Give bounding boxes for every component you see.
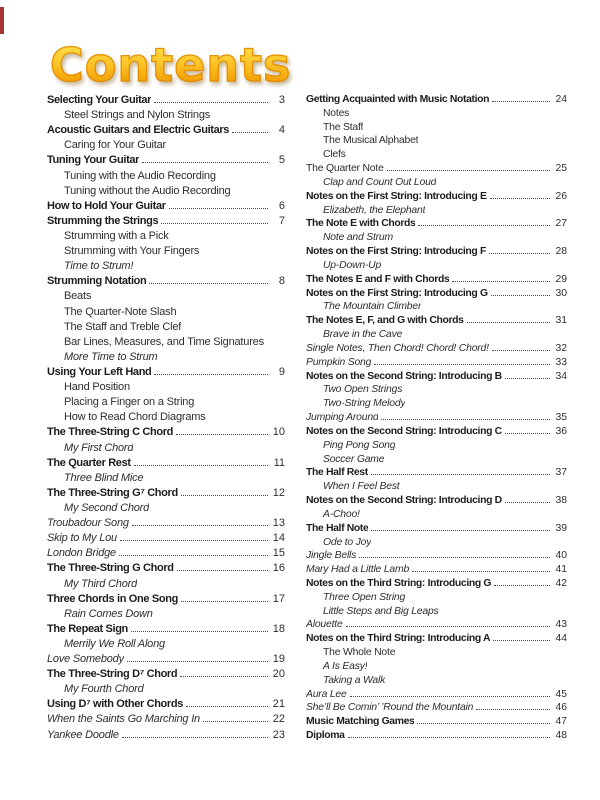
toc-entry-label: Jumping Around bbox=[306, 412, 379, 424]
toc-entry-label: Merrily We Roll Along bbox=[64, 637, 165, 650]
toc-entry-label: Notes on the Second String: Introducing C bbox=[306, 425, 502, 437]
toc-entry bbox=[306, 454, 567, 468]
toc-entry-label: Skip to My Lou bbox=[47, 532, 117, 545]
toc-dot-leader bbox=[181, 495, 268, 496]
toc-entry bbox=[306, 357, 567, 371]
toc-entry-label: The Staff bbox=[323, 121, 364, 133]
toc-entry-label: Elizabeth, the Elephant bbox=[323, 204, 426, 216]
toc-entry-label: A-Choo! bbox=[323, 508, 360, 520]
toc-dot-leader bbox=[142, 162, 268, 163]
toc-entry bbox=[306, 149, 567, 163]
toc-entry-label: Acoustic Guitars and Electric Guitars bbox=[47, 124, 230, 137]
toc-entry-page: 32 bbox=[555, 342, 567, 354]
toc-entry bbox=[306, 730, 567, 744]
toc-entry-label: Two-String Melody bbox=[323, 398, 406, 410]
toc-entry-page: 40 bbox=[555, 550, 567, 562]
toc-dot-leader bbox=[476, 709, 550, 710]
toc-dot-leader bbox=[371, 530, 550, 531]
toc-entry-label: Troubadour Song bbox=[47, 517, 129, 530]
toc-entry-label: Getting Acquainted with Music Notation bbox=[306, 94, 490, 105]
toc-entry-label: Notes on the Third String: Introducing A bbox=[306, 633, 491, 645]
toc-entry bbox=[47, 442, 285, 457]
toc-entry-label: Selecting Your Guitar bbox=[47, 94, 152, 106]
toc-entry bbox=[306, 564, 567, 578]
toc-entry bbox=[306, 315, 567, 329]
toc-entry bbox=[47, 170, 285, 185]
toc-entry bbox=[306, 592, 567, 606]
toc-entry bbox=[306, 274, 567, 288]
toc-entry bbox=[306, 606, 567, 620]
toc-entry-label: Tuning Your Guitar bbox=[47, 154, 140, 167]
toc-entry-page: 21 bbox=[272, 698, 285, 711]
toc-entry-page: 47 bbox=[555, 716, 567, 728]
toc-dot-leader bbox=[489, 253, 550, 254]
toc-entry-label: My First Chord bbox=[64, 441, 134, 454]
toc-entry-label: Strumming the Strings bbox=[47, 214, 159, 227]
toc-entry bbox=[306, 647, 567, 661]
toc-entry-label: Beats bbox=[64, 290, 92, 303]
toc-entry bbox=[47, 683, 285, 698]
toc-entry-label: Placing a Finger on a String bbox=[64, 396, 195, 409]
toc-entry-page: 35 bbox=[555, 412, 567, 424]
toc-entry-label: Jingle Bells bbox=[306, 550, 357, 562]
toc-entry-page: 14 bbox=[272, 532, 285, 545]
toc-entry-label: Steel Strings and Nylon Strings bbox=[64, 109, 211, 122]
toc-entry-label: Single Notes, Then Chord! Chord! Chord! bbox=[306, 342, 489, 354]
toc-entry bbox=[306, 288, 567, 302]
toc-entry-label: Three Chords in One Song bbox=[47, 592, 178, 605]
toc-entry bbox=[306, 495, 567, 509]
toc-entry-label: More Time to Strum bbox=[64, 350, 158, 363]
toc-entry bbox=[306, 412, 567, 426]
toc-entry-page: 18 bbox=[272, 622, 285, 635]
toc-entry-label: She’ll Be Comin’ ’Round the Mountain bbox=[306, 702, 474, 714]
toc-dot-leader bbox=[492, 350, 550, 351]
toc-entry bbox=[47, 562, 285, 577]
toc-entry-page: 42 bbox=[555, 577, 567, 589]
toc-entry bbox=[306, 619, 567, 633]
toc-entry-label: Notes on the First String: Introducing E bbox=[306, 190, 487, 202]
toc-entry-label: Notes on the First String: Introducing F bbox=[306, 246, 486, 258]
toc-entry bbox=[306, 509, 567, 523]
toc-dot-leader bbox=[122, 737, 268, 738]
toc-entry bbox=[47, 487, 285, 502]
toc-entry-page: 5 bbox=[278, 154, 285, 167]
toc-entry bbox=[306, 260, 567, 274]
toc-entry-label: Aura Lee bbox=[306, 688, 347, 700]
toc-entry bbox=[306, 232, 567, 246]
toc-dot-leader bbox=[154, 102, 268, 103]
toc-dot-leader bbox=[120, 540, 268, 541]
toc-entry bbox=[306, 108, 567, 122]
toc-entry bbox=[47, 713, 285, 728]
toc-entry-page: 38 bbox=[555, 495, 567, 507]
page-title: Contents bbox=[50, 38, 292, 92]
toc-entry-page: 45 bbox=[555, 688, 567, 700]
toc-entry-label: Notes on the First String: Introducing G bbox=[306, 287, 488, 299]
toc-entry-label: Tuning with the Audio Recording bbox=[64, 169, 216, 182]
toc-entry bbox=[306, 371, 567, 385]
toc-entry-label: The Notes E, F, and G with Chords bbox=[306, 315, 464, 327]
toc-dot-leader bbox=[186, 706, 268, 707]
toc-dot-leader bbox=[381, 419, 550, 420]
toc-entry-label: Ping Pong Song bbox=[323, 439, 396, 451]
toc-dot-leader bbox=[181, 601, 268, 602]
toc-entry bbox=[47, 729, 285, 744]
toc-dot-leader bbox=[180, 676, 268, 677]
toc-dot-leader bbox=[490, 198, 550, 199]
toc-entry-label: My Third Chord bbox=[64, 577, 137, 590]
toc-entry bbox=[47, 578, 285, 593]
toc-entry-label: The Half Rest bbox=[306, 467, 368, 479]
toc-entry bbox=[47, 517, 285, 532]
toc-dot-leader bbox=[494, 585, 550, 586]
toc-entry-page: 29 bbox=[555, 273, 567, 285]
toc-entry-page: 36 bbox=[555, 425, 567, 437]
toc-entry bbox=[306, 122, 567, 136]
toc-entry bbox=[47, 426, 285, 441]
toc-entry-label: The Three-String D⁷ Chord bbox=[47, 668, 178, 681]
toc-dot-leader bbox=[417, 723, 550, 724]
toc-entry-label: How to Read Chord Diagrams bbox=[64, 411, 206, 424]
toc-entry-label: The Quarter Note bbox=[306, 163, 384, 175]
toc-entry bbox=[47, 623, 285, 638]
toc-entry-label: My Second Chord bbox=[64, 501, 150, 514]
toc-entry bbox=[47, 124, 285, 139]
toc-entry bbox=[47, 200, 285, 215]
toc-entry-label: Strumming with Your Fingers bbox=[64, 245, 200, 258]
toc-entry-label: London Bridge bbox=[47, 547, 116, 560]
toc-entry-label: Strumming Notation bbox=[47, 275, 147, 288]
toc-entry bbox=[47, 215, 285, 230]
toc-entry bbox=[306, 523, 567, 537]
toc-entry-page: 41 bbox=[555, 564, 567, 576]
toc-entry-label: Little Steps and Big Leaps bbox=[323, 605, 439, 617]
toc-entry bbox=[47, 154, 285, 169]
toc-entry-page: 28 bbox=[555, 246, 567, 258]
toc-entry-label: Tuning without the Audio Recording bbox=[64, 184, 231, 197]
toc-entry-label: The Musical Alphabet bbox=[323, 135, 419, 147]
toc-dot-leader bbox=[467, 322, 550, 323]
toc-entry-page: 8 bbox=[278, 275, 285, 288]
toc-entry-label: Caring for Your Guitar bbox=[64, 139, 166, 152]
toc-dot-leader bbox=[346, 626, 550, 627]
toc-entry-label: My Fourth Chord bbox=[64, 683, 144, 696]
toc-entry-page: 34 bbox=[555, 370, 567, 382]
toc-entry-page: 30 bbox=[555, 287, 567, 299]
toc-entry bbox=[47, 139, 285, 154]
toc-entry bbox=[306, 94, 567, 108]
toc-entry-label: Two Open Strings bbox=[323, 384, 403, 396]
toc-entry-label: Yankee Doodle bbox=[47, 728, 119, 741]
toc-entry bbox=[47, 366, 285, 381]
toc-entry-label: The Quarter Rest bbox=[47, 456, 131, 469]
toc-entry-page: 43 bbox=[555, 619, 567, 631]
toc-dot-leader bbox=[203, 721, 268, 722]
toc-entry-label: The Three-String G⁷ Chord bbox=[47, 486, 178, 499]
toc-dot-leader bbox=[505, 433, 550, 434]
toc-entry bbox=[47, 668, 285, 683]
toc-entry-label: Brave in the Cave bbox=[323, 329, 403, 341]
toc-entry bbox=[306, 702, 567, 716]
toc-entry-page: 7 bbox=[278, 214, 285, 227]
toc-entry-label: The Half Note bbox=[306, 522, 369, 534]
toc-entry bbox=[306, 218, 567, 232]
toc-entry bbox=[306, 537, 567, 551]
toc-entry-label: Taking a Walk bbox=[323, 674, 386, 686]
toc-entry-label: Notes on the Second String: Introducing D bbox=[306, 495, 502, 507]
toc-entry-page: 31 bbox=[555, 315, 567, 327]
toc-entry bbox=[306, 689, 567, 703]
toc-dot-leader bbox=[371, 474, 550, 475]
toc-entry bbox=[306, 384, 567, 398]
toc-entry bbox=[306, 329, 567, 343]
toc-entry bbox=[47, 638, 285, 653]
toc-dot-leader bbox=[149, 283, 268, 284]
toc-entry bbox=[47, 336, 285, 351]
toc-entry-label: Rain Comes Down bbox=[64, 607, 153, 620]
toc-dot-leader bbox=[132, 525, 268, 526]
toc-entry-page: 19 bbox=[272, 653, 285, 666]
toc-entry bbox=[47, 245, 285, 260]
toc-entry bbox=[306, 246, 567, 260]
toc-entry bbox=[47, 351, 285, 366]
toc-entry-page: 23 bbox=[272, 728, 285, 741]
toc-dot-leader bbox=[176, 434, 268, 435]
toc-entry-label: The Three-String G Chord bbox=[47, 562, 174, 575]
toc-entry-label: The Note E with Chords bbox=[306, 218, 416, 230]
toc-entry bbox=[306, 550, 567, 564]
toc-entry-label: When I Feel Best bbox=[323, 481, 400, 493]
toc-entry bbox=[306, 135, 567, 149]
page-edge-red-mark bbox=[0, 7, 4, 34]
toc-entry bbox=[306, 675, 567, 689]
toc-entry-label: The Whole Note bbox=[323, 647, 396, 659]
toc-entry bbox=[47, 185, 285, 200]
toc-entry-label: Alouette bbox=[306, 619, 343, 631]
toc-entry bbox=[306, 661, 567, 675]
toc-column-right bbox=[306, 94, 567, 744]
toc-entry-page: 20 bbox=[272, 668, 285, 681]
toc-entry-page: 25 bbox=[555, 163, 567, 175]
toc-entry bbox=[47, 411, 285, 426]
toc-dot-leader bbox=[493, 640, 550, 641]
toc-dot-leader bbox=[505, 378, 550, 379]
toc-entry bbox=[47, 321, 285, 336]
toc-entry bbox=[47, 306, 285, 321]
toc-dot-leader bbox=[169, 208, 268, 209]
toc-entry bbox=[47, 381, 285, 396]
toc-entry-label: Using Your Left Hand bbox=[47, 365, 152, 378]
toc-entry-label: The Mountain Climber bbox=[323, 301, 422, 313]
toc-dot-leader bbox=[492, 101, 550, 102]
toc-dot-leader bbox=[412, 571, 550, 572]
toc-entry-label: Bar Lines, Measures, and Time Signatures bbox=[64, 335, 264, 348]
toc-entry-label: Strumming with a Pick bbox=[64, 229, 169, 242]
toc-entry bbox=[47, 547, 285, 562]
toc-entry bbox=[47, 502, 285, 517]
toc-dot-leader bbox=[387, 170, 550, 171]
toc-entry bbox=[306, 343, 567, 357]
toc-entry-label: How to Hold Your Guitar bbox=[47, 199, 166, 212]
toc-entry-label: The Notes E and F with Chords bbox=[306, 273, 450, 285]
toc-entry-label: Three Blind Mice bbox=[64, 471, 144, 484]
toc-entry-label: Music Matching Games bbox=[306, 716, 415, 728]
toc-entry bbox=[47, 109, 285, 124]
toc-entry bbox=[47, 275, 285, 290]
toc-dot-leader bbox=[359, 557, 550, 558]
toc-entry bbox=[47, 260, 285, 275]
toc-entry-label: Pumpkin Song bbox=[306, 356, 372, 368]
toc-dot-leader bbox=[350, 696, 550, 697]
toc-entry-label: Using D⁷ with Other Chords bbox=[47, 698, 183, 711]
toc-entry-page: 37 bbox=[555, 467, 567, 479]
toc-dot-leader bbox=[154, 374, 268, 375]
toc-dot-leader bbox=[232, 132, 268, 133]
toc-entry-label: Notes bbox=[323, 107, 350, 119]
toc-entry-label: Clap and Count Out Loud bbox=[323, 176, 437, 188]
toc-entry-label: Up-Down-Up bbox=[323, 259, 382, 271]
toc-dot-leader bbox=[119, 555, 268, 556]
toc-dot-leader bbox=[134, 465, 268, 466]
toc-entry-page: 10 bbox=[272, 426, 285, 439]
toc-entry bbox=[306, 163, 567, 177]
toc-entry-label: The Staff and Treble Clef bbox=[64, 320, 182, 333]
toc-dot-leader bbox=[127, 661, 268, 662]
toc-entry bbox=[47, 653, 285, 668]
toc-entry-label: Three Open String bbox=[323, 591, 406, 603]
toc-dot-leader bbox=[177, 570, 268, 571]
toc-entry-label: Time to Strum! bbox=[64, 260, 134, 273]
toc-entry-label: When the Saints Go Marching In bbox=[47, 713, 200, 726]
toc-entry-label: Clefs bbox=[323, 149, 346, 161]
toc-entry bbox=[306, 426, 567, 440]
toc-entry-page: 12 bbox=[272, 486, 285, 499]
toc-entry bbox=[306, 440, 567, 454]
toc-entry bbox=[306, 398, 567, 412]
toc-entry-page: 22 bbox=[272, 713, 285, 726]
toc-dot-leader bbox=[505, 502, 550, 503]
toc-entry-label: Love Somebody bbox=[47, 653, 124, 666]
toc-entry bbox=[47, 698, 285, 713]
toc-entry-label: Note and Strum bbox=[323, 232, 393, 244]
toc-entry bbox=[306, 716, 567, 730]
toc-dot-leader bbox=[452, 281, 550, 282]
toc-entry-page: 4 bbox=[278, 124, 285, 137]
toc-entry-page: 26 bbox=[555, 190, 567, 202]
toc-entry-label: Diploma bbox=[306, 730, 345, 742]
toc-entry bbox=[47, 290, 285, 305]
toc-entry bbox=[47, 230, 285, 245]
toc-dot-leader bbox=[491, 295, 550, 296]
toc-entry-label: Mary Had a Little Lamb bbox=[306, 564, 410, 576]
toc-entry bbox=[47, 532, 285, 547]
toc-entry-page: 16 bbox=[272, 562, 285, 575]
toc-entry-label: The Quarter-Note Slash bbox=[64, 305, 177, 318]
toc-column-left bbox=[47, 94, 285, 744]
toc-entry-label: The Repeat Sign bbox=[47, 622, 128, 635]
toc-entry bbox=[47, 472, 285, 487]
toc-entry bbox=[306, 481, 567, 495]
toc-dot-leader bbox=[348, 737, 550, 738]
toc-entry bbox=[306, 467, 567, 481]
toc-entry-page: 24 bbox=[555, 94, 567, 105]
toc-entry bbox=[306, 177, 567, 191]
toc-entry-page: 9 bbox=[278, 365, 285, 378]
toc-entry-label: A Is Easy! bbox=[323, 660, 368, 672]
toc-entry-label: Ode to Joy bbox=[323, 536, 372, 548]
toc-entry bbox=[47, 608, 285, 623]
toc-dot-leader bbox=[131, 631, 268, 632]
toc-entry-label: Notes on the Third String: Introducing G bbox=[306, 577, 492, 589]
toc-entry-page: 3 bbox=[278, 94, 285, 106]
toc-entry bbox=[306, 578, 567, 592]
toc-entry bbox=[306, 205, 567, 219]
toc-entry bbox=[47, 396, 285, 411]
toc-entry-page: 13 bbox=[272, 517, 285, 530]
toc-entry-page: 44 bbox=[555, 633, 567, 645]
toc-entry-page: 11 bbox=[273, 456, 285, 469]
toc-entry-label: Notes on the Second String: Introducing B bbox=[306, 370, 502, 382]
toc-entry-page: 48 bbox=[555, 730, 567, 742]
toc-dot-leader bbox=[374, 364, 550, 365]
toc-entry-page: 17 bbox=[272, 592, 285, 605]
toc-entry-page: 15 bbox=[272, 547, 285, 560]
toc-entry-page: 39 bbox=[555, 522, 567, 534]
toc-entry-label: Soccer Game bbox=[323, 453, 385, 465]
toc-entry-label: Hand Position bbox=[64, 381, 130, 394]
toc-dot-leader bbox=[418, 225, 550, 226]
toc-entry-label: The Three-String C Chord bbox=[47, 426, 174, 439]
toc-entry-page: 27 bbox=[555, 218, 567, 230]
toc-entry-page: 6 bbox=[278, 199, 285, 212]
toc-entry bbox=[306, 633, 567, 647]
toc-dot-leader bbox=[161, 223, 268, 224]
toc-entry bbox=[306, 301, 567, 315]
toc-entry-page: 33 bbox=[555, 356, 567, 368]
toc-entry bbox=[47, 94, 285, 109]
toc-entry bbox=[306, 191, 567, 205]
toc-entry bbox=[47, 593, 285, 608]
toc-entry bbox=[47, 457, 285, 472]
toc-entry-page: 46 bbox=[555, 702, 567, 714]
